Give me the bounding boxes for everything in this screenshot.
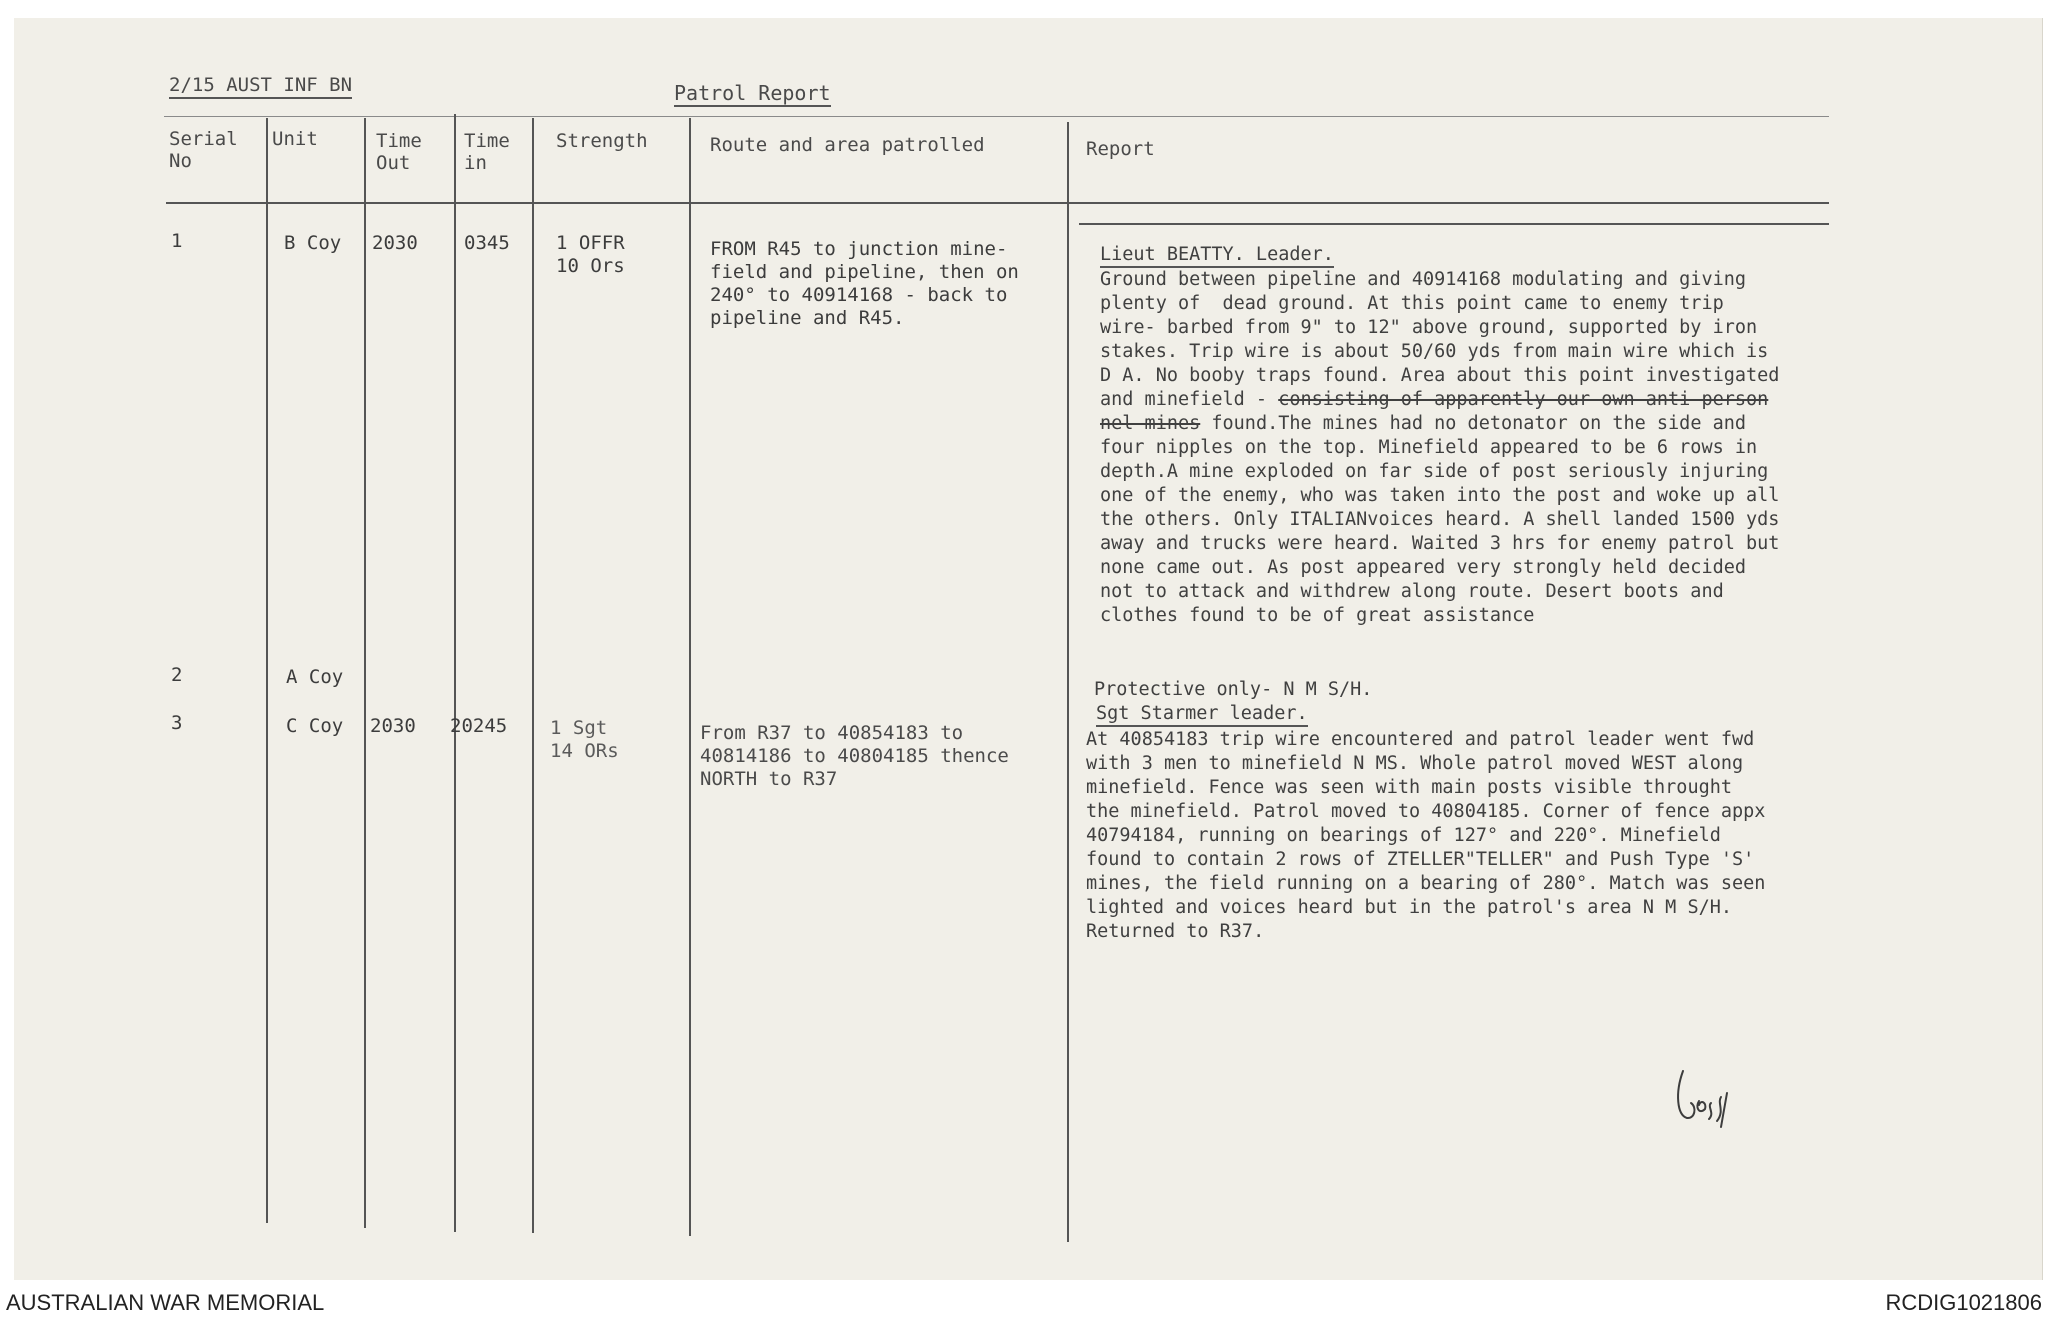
row1-route: FROM R45 to junction mine- field and pipeline, then on 240° to 40914168 - back to pipeline and R45. [710,238,1019,329]
row3-report-leader: Sgt Starmer leader. [1096,702,1308,726]
column-divider [266,118,268,1223]
col-header-time-in: Time in [464,130,510,174]
column-divider [364,118,366,1228]
column-divider [532,118,534,1233]
row3-serial: 3 [171,712,183,734]
column-divider [454,114,456,1232]
col-header-unit: Unit [272,128,318,150]
row3-route: From R37 to 40854183 to 40814186 to 40804185 thence NORTH to R37 [700,722,1009,790]
row3-report-text: At 40854183 trip wire encountered and patrol leader went fwd with 3 men to minefield N MS. Whole patrol moved WEST along minefield. Fence was seen with main posts visible throught the minefield. Patrol moved to 40804185. Corner of fence appx 40794184, running on bearings of 127° and 220°. Minefield found to contain 2 rows of ZTELLER"TELLER" and Push Type 'S' mines, the field running on a bearing of 280°. Match was seen lighted and voices heard but in the patrol's area N M S/H. Returned to R37. [1086,729,1766,942]
col-header-strength: Strength [556,130,648,152]
handwritten-signature [1669,1063,1739,1133]
row3-time-out: 2030 [370,715,416,737]
column-divider [689,118,691,1236]
row1-report-leader: Lieut BEATTY. Leader. [1100,243,1334,267]
header-bottom-rule [166,202,1829,204]
row3-unit: C Coy [286,715,344,737]
col-header-serial: Serial No [169,128,238,172]
column-divider [1067,122,1069,1242]
document-page [14,18,2043,1280]
header-top-rule [164,116,1829,117]
unit-heading: 2/15 AUST INF BN [169,74,352,99]
row2-unit: A Coy [286,666,344,688]
col-header-time-out: Time Out [376,130,422,174]
report-header-rule [1079,223,1829,225]
row1-serial: 1 [171,230,183,252]
row1-unit: B Coy [284,232,342,254]
footer-record-id: RCDIG1021806 [1885,1290,2042,1315]
footer-archive-name: AUSTRALIAN WAR MEMORIAL [6,1290,325,1315]
row2-report: Protective only- N M S/H. [1094,679,1373,700]
row1-report-text: Ground between pipeline and 40914168 modulating and giving plenty of dead ground. At this point came to enemy trip wire- barbed from 9" to 12" above ground, supported by iron stakes. Trip wire is about 50/60 yds from main wire which is D A. No booby traps found. Area about this point investigated and minefield - consisting of apparently our own anti-person nel mines found.The mines had no detonator on the side and four nipples on the top. Minefield appeared to be 6 rows in depth.A mine exploded on far side of post seriously injuring one of the enemy, who was taken into the post and woke up all the others. Only ITALIANvoices heard. A shell landed 1500 yds away and trucks were heard. Waited 3 hrs for enemy patrol but none came out. As post appeared very strongly held decided not to attack and withdrew along route. Desert boots and clothes found to be of great assistance [1100,269,1780,626]
row1-time-in: 0345 [464,232,510,254]
col-header-route: Route and area patrolled [710,134,985,156]
row1-time-out: 2030 [372,232,418,254]
row3-time-in: 20245 [450,715,508,737]
row3-strength: 1 Sgt 14 ORs [550,717,619,762]
row2-serial: 2 [171,664,183,686]
page-title: Patrol Report [674,81,831,105]
row1-strength: 1 OFFR 10 Ors [556,232,625,277]
col-header-report: Report [1086,138,1155,160]
